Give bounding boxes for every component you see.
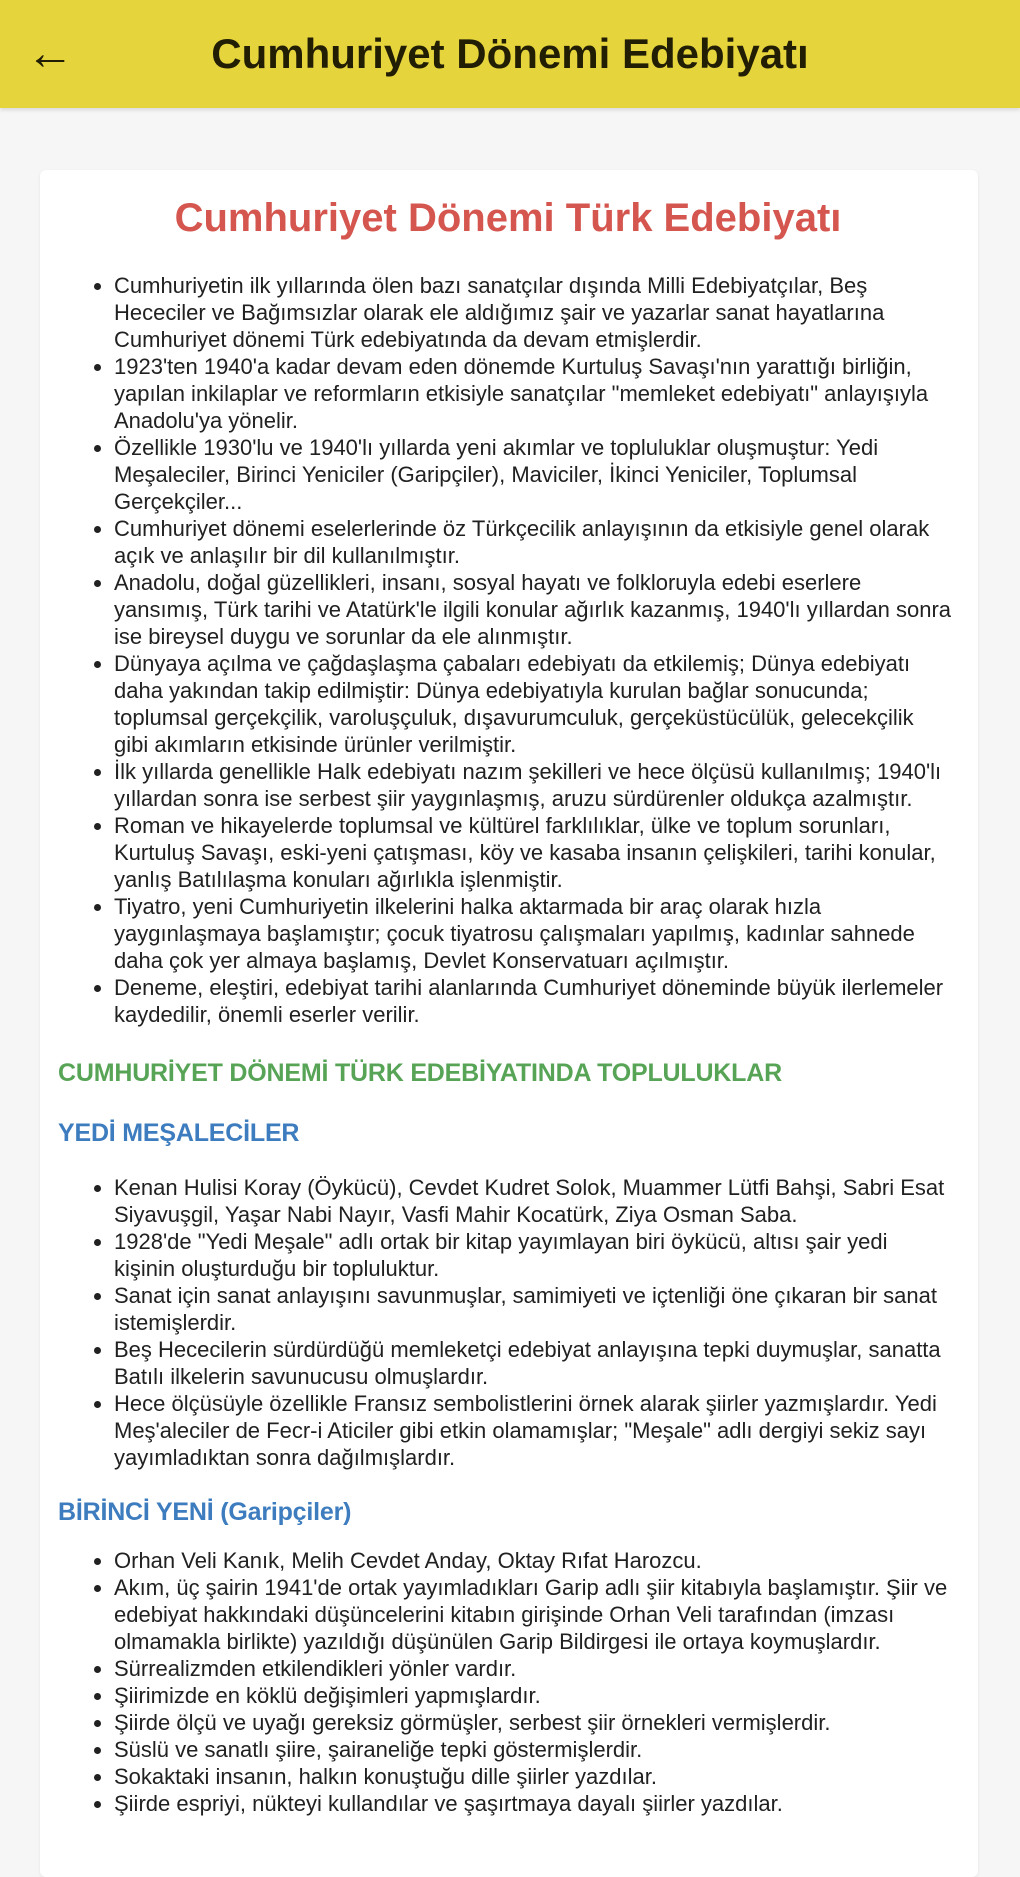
list-item: • Kenan Hulisi Koray (Öykücü), Cevdet Kudret Solok, Muammer Lütfi Bahşi, Sabri Esat Siyavuşgil, Yaşar Nabi Nayır, Vasfi Mahir Kocatürk, Ziya Osman Saba.	[114, 1174, 952, 1228]
back-arrow-icon[interactable]: ←	[26, 27, 74, 80]
list-item: • Özellikle 1930'lu ve 1940'lı yıllarda yeni akımlar ve topluluklar oluşmuştur: Yedi Meşaleciler, Birinci Yeniciler (Garipçiler), Maviciler, İkinci Yeniciler, Toplumsal Gerçekçiler...	[114, 434, 952, 515]
list-item: • Akım, üç şairin 1941'de ortak yayımladıkları Garip adlı şiir kitabıyla başlamıştır. Şiir ve edebiyat hakkındaki düşüncelerini kitabın girişinde Orhan Veli tarafından (imzası olmamakla birlikte) yazıldığı düşünülen Garip Bildirgesi ile ortaya koymuşlardır.	[114, 1574, 952, 1655]
list-item: • Anadolu, doğal güzellikleri, insanı, sosyal hayatı ve folkloruyla edebi eserlere yansımış, Türk tarihi ve Atatürk'le ilgili konular ağırlık kazanmış, 1940'lı yıllardan sonra ise bireysel duygu ve sorunlar da ele alınmıştır.	[114, 569, 952, 650]
section-heading-topluluklar: CUMHURİYET DÖNEMİ TÜRK EDEBİYATINDA TOPLULUKLAR	[58, 1059, 782, 1087]
list-item: • Dünyaya açılma ve çağdaşlaşma çabaları edebiyatı da etkilemiş; Dünya edebiyatı daha yakından takip edilmiştir: Dünya edebiyatıyla kurulan bağlar sonucunda; toplumsal gerçekçilik, varoluşçuluk, dışavurumculuk, gerçeküstücülük, gelecekçilik gibi akımların etkisinde ürünler verilmiştir.	[114, 650, 952, 758]
article-title: Cumhuriyet Dönemi Türk Edebiyatı	[174, 196, 842, 240]
intro-bullet-list	[50, 272, 966, 1028]
list-item: • Tiyatro, yeni Cumhuriyetin ilkelerini halka aktarmada bir araç olarak hızla yaygınlaşmaya başlamıştır; çocuk tiyatrosu çalışmaları yapılmış, kadınlar sahnede daha çok yer almaya başlamış, Devlet Konservatuarı açılmıştır.	[114, 893, 952, 974]
list-item: • Şiirde espriyi, nükteyi kullandılar ve şaşırtmaya dayalı şiirler yazdılar.	[114, 1790, 952, 1817]
list-item: • İlk yıllarda genellikle Halk edebiyatı nazım şekilleri ve hece ölçüsü kullanılmış; 1940'lı yıllardan sonra ise serbest şiir yaygınlaşmış, aruzu sürdürenler oldukça azalmıştır.	[114, 758, 952, 812]
list-item: • Şiirimizde en köklü değişimleri yapmışlardır.	[114, 1682, 952, 1709]
list-item: • Orhan Veli Kanık, Melih Cevdet Anday, Oktay Rıfat Harozcu.	[114, 1547, 952, 1574]
list-item: • Beş Hececilerin sürdürdüğü memleketçi edebiyat anlayışına tepki duymuşlar, sanatta Batılı ilkelerin savunucusu olmuşlardır.	[114, 1336, 952, 1390]
group-heading-birinci-yeni: BİRİNCİ YENİ (Garipçiler)	[58, 1498, 352, 1526]
list-item: • 1923'ten 1940'a kadar devam eden dönemde Kurtuluş Savaşı'nın yarattığı birliğin, yapılan inkilaplar ve reformların etkisiyle sanatçılar "memleket edebiyatı" anlayışıyla Anadolu'ya yönelir.	[114, 353, 952, 434]
app-bar-title: Cumhuriyet Dönemi Edebiyatı	[211, 30, 809, 77]
list-item: • Cumhuriyet dönemi eselerlerinde öz Türkçecilik anlayışının da etkisiyle genel olarak açık ve anlaşılır bir dil kullanılmıştır.	[114, 515, 952, 569]
list-item: • Sürrealizmden etkilendikleri yönler vardır.	[114, 1655, 952, 1682]
app-bar	[0, 0, 1020, 108]
list-item: • Hece ölçüsüyle özellikle Fransız sembolistlerini örnek alarak şiirler yazmışlardır. Yedi Meş'aleciler de Fecr-i Aticiler gibi etkin olamamışlar; "Meşale" adlı dergiyi sekiz sayı yayımladıktan sonra dağılmışlardır.	[114, 1390, 952, 1471]
content-card	[40, 170, 978, 1877]
list-item: • 1928'de "Yedi Meşale" adlı ortak bir kitap yayımlayan biri öykücü, altısı şair yedi kişinin oluşturduğu bir topluluktur.	[114, 1228, 952, 1282]
group-heading-yedi-mesaleciler: YEDİ MEŞALECİLER	[58, 1119, 300, 1147]
yedi-mesaleciler-bullet-list	[50, 1174, 966, 1471]
list-item: • Roman ve hikayelerde toplumsal ve kültürel farklılıklar, ülke ve toplum sorunları, Kurtuluş Savaşı, eski-yeni çatışması, köy ve kasaba insanın çelişkileri, tarihi konular, yanlış Batılılaşma konuları ağırlıkla işlenmiştir.	[114, 812, 952, 893]
list-item: • Sanat için sanat anlayışını savunmuşlar, samimiyeti ve içtenliği öne çıkaran bir sanat istemişlerdir.	[114, 1282, 952, 1336]
list-item: • Cumhuriyetin ilk yıllarında ölen bazı sanatçılar dışında Milli Edebiyatçılar, Beş Hececiler ve Bağımsızlar olarak ele aldığımız şair ve yazarlar sanat hayatlarına Cumhuriyet dönemi Türk edebiyatında da devam etmişlerdir.	[114, 272, 952, 353]
list-item: • Sokaktaki insanın, halkın konuştuğu dille şiirler yazdılar.	[114, 1763, 952, 1790]
list-item: • Deneme, eleştiri, edebiyat tarihi alanlarında Cumhuriyet döneminde büyük ilerlemeler kaydedilir, önemli eserler verilir.	[114, 974, 952, 1028]
birinci-yeni-bullet-list	[50, 1547, 966, 1817]
list-item: • Şiirde ölçü ve uyağı gereksiz görmüşler, serbest şiir örnekleri vermişlerdir.	[114, 1709, 952, 1736]
list-item: • Süslü ve sanatlı şiire, şairaneliğe tepki göstermişlerdir.	[114, 1736, 952, 1763]
